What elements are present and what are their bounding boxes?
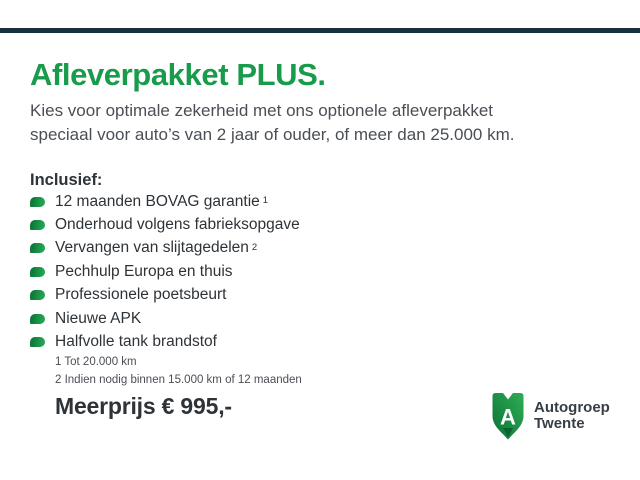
list-item (30, 284, 303, 307)
list-item (30, 307, 303, 330)
intro-text (30, 99, 514, 146)
footnote-marker: 1 (262, 195, 269, 207)
list-item-label: Nieuwe APK (55, 309, 142, 327)
list-item (30, 237, 303, 260)
leaf-bullet-icon (30, 337, 45, 347)
list-item-label: Vervangen van slijtagedelen (55, 239, 249, 257)
footnote-marker: 2 (251, 241, 258, 253)
shield-a-icon (490, 391, 526, 441)
page-title: Afleverpakket PLUS. (30, 57, 326, 92)
autogroep-twente-logo (490, 391, 610, 441)
leaf-bullet-icon (30, 243, 45, 253)
shield-monogram: A (500, 404, 516, 430)
list-item (30, 260, 303, 283)
leaf-bullet-icon (30, 267, 45, 277)
footnote-1: 1 Tot 20.000 km (55, 356, 137, 368)
included-list (30, 190, 303, 354)
list-item (30, 213, 303, 236)
intro-line-2: speciaal voor auto’s van 2 jaar of ouder, of meer dan 25.000 km. (30, 124, 515, 144)
footnotes (55, 354, 302, 389)
logo-wordmark (534, 400, 610, 432)
leaf-bullet-icon (30, 314, 45, 324)
list-item-label: 12 maanden BOVAG garantie (55, 192, 260, 210)
list-item-label: Onderhoud volgens fabrieksopgave (55, 216, 300, 234)
leaf-bullet-icon (30, 197, 45, 207)
top-accent-bar (0, 28, 640, 33)
price-text: Meerprijs € 995,- (55, 393, 232, 419)
logo-name-line2: Twente (534, 415, 585, 432)
list-item-label: Pechhulp Europa en thuis (55, 262, 233, 280)
footnote-2: 2 Indien nodig binnen 15.000 km of 12 maanden (55, 373, 302, 386)
included-label: Inclusief: (30, 171, 103, 189)
leaf-bullet-icon (30, 290, 45, 300)
list-item (30, 330, 303, 353)
logo-name-line1: Autogroep (534, 399, 610, 416)
list-item-label: Halfvolle tank brandstof (55, 333, 217, 351)
list-item-label: Professionele poetsbeurt (55, 286, 227, 304)
intro-line-1: Kies voor optimale zekerheid met ons optionele afleverpakket (30, 101, 494, 120)
leaf-bullet-icon (30, 220, 45, 230)
list-item (30, 190, 303, 213)
